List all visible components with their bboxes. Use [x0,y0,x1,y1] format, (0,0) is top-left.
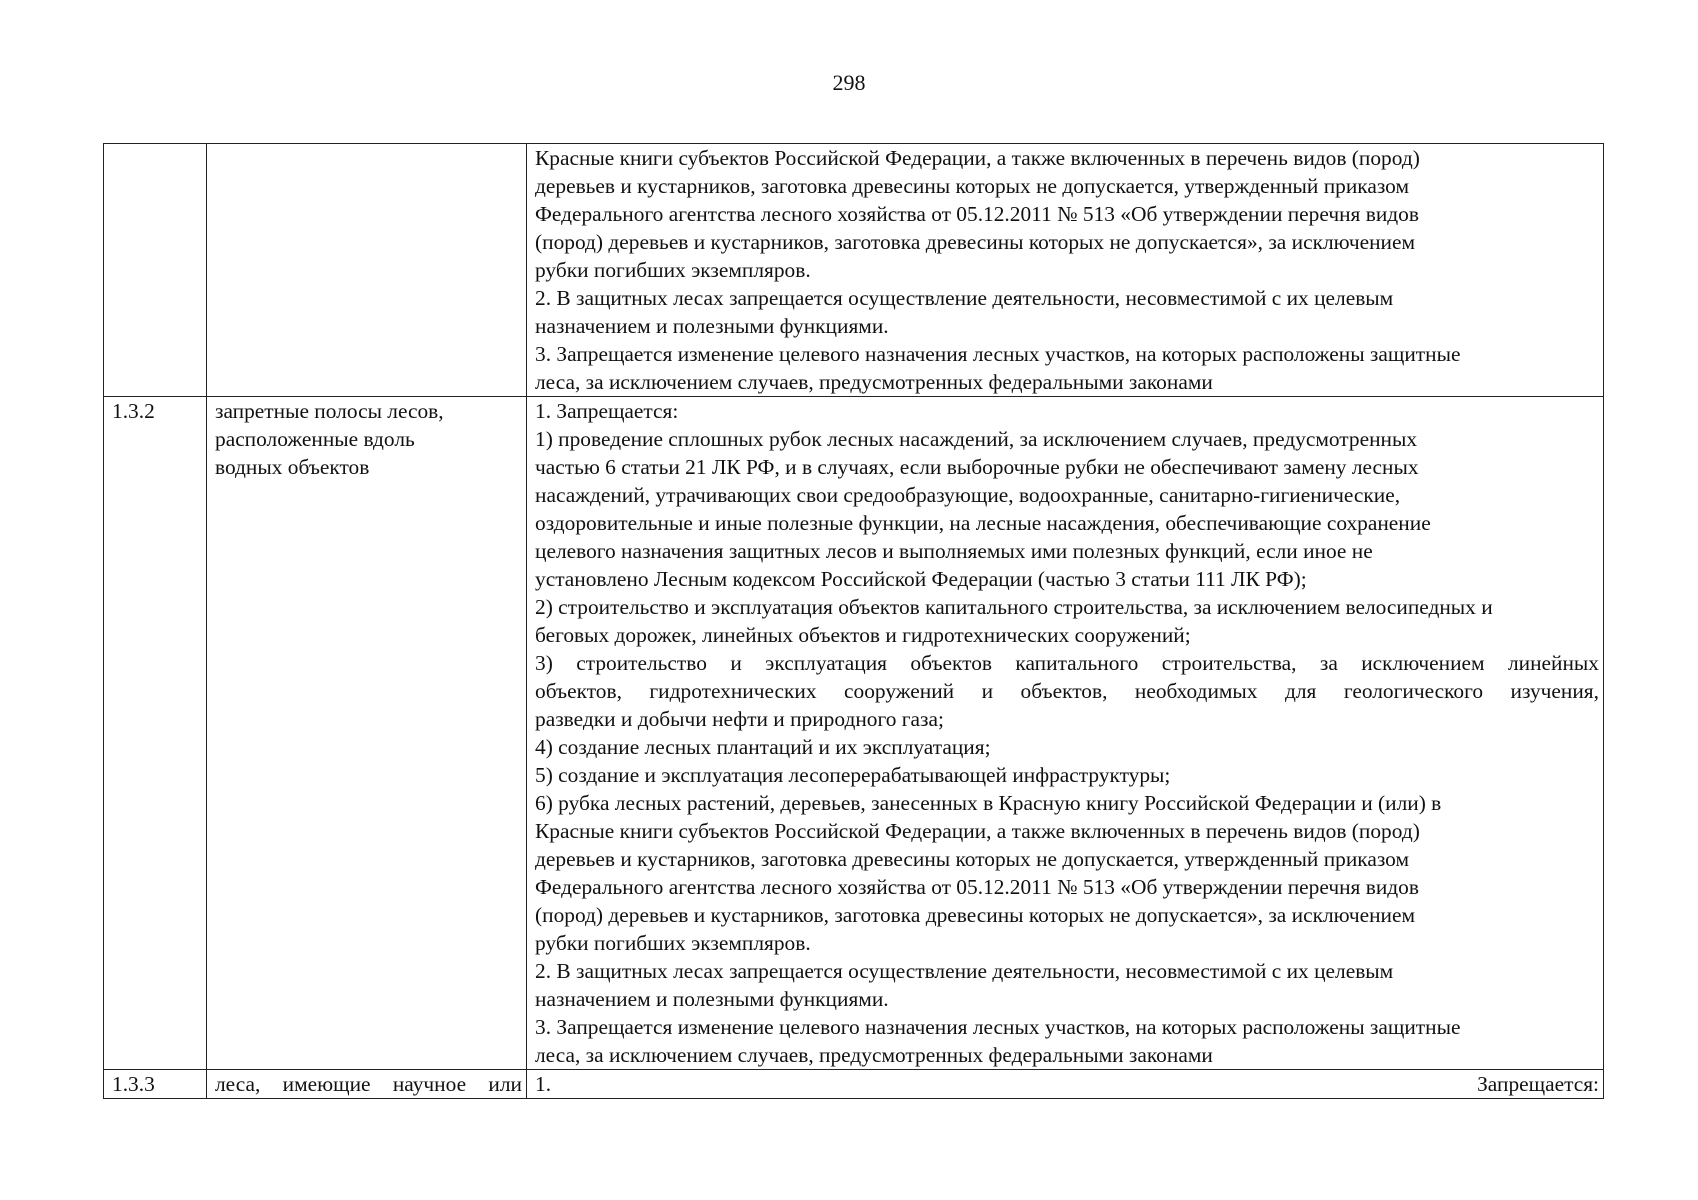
regulation-line: леса, за исключением случаев, предусмотренных федеральными законами [535,370,1213,394]
table-body [104,144,1604,1099]
regulation-line: деревьев и кустарников, заготовка древесины которых не допускается, утвержденный приказом [535,174,1409,198]
regulation-line: 2. В защитных лесах запрещается осуществление деятельности, несовместимой с их целевым [535,286,1394,310]
table-row [104,144,1604,397]
regulation-line: целевого назначения защитных лесов и выполняемых ими полезных функций, если иное не [535,539,1373,563]
forest-category-cell [207,1070,527,1099]
row-number-cell [104,1070,207,1099]
regulation-line: 3. Запрещается изменение целевого назначения лесных участков, на которых расположены защитные [535,342,1461,366]
forest-category-cell [207,397,527,1070]
regulation-line: рубки погибших экземпляров. [535,931,811,955]
regulation-line: разведки и добычи нефти и природного газа; [535,707,944,731]
regulation-line: установлено Лесным кодексом Российской Федерации (частью 3 статьи 111 ЛК РФ); [535,567,1307,591]
regulation-line: 1. Запрещается: [535,1072,1599,1096]
regulation-line: объектов, гидротехнических сооружений и объектов, необходимых для геологического изучения, [535,679,1599,703]
table-row [104,1070,1604,1099]
regulation-line: Красные книги субъектов Российской Федерации, а также включенных в перечень видов (пород) [535,819,1420,843]
regulation-line: Красные книги субъектов Российской Федерации, а также включенных в перечень видов (пород) [535,146,1420,170]
row-number-cell [104,397,207,1070]
regulation-line: частью 6 статьи 21 ЛК РФ, и в случаях, если выборочные рубки не обеспечивают замену лесных [535,455,1419,479]
regulation-line: (пород) деревьев и кустарников, заготовка древесины которых не допускается», за исключением [535,903,1416,927]
regulation-line: назначением и полезными функциями. [535,987,889,1011]
regulation-line: Федерального агентства лесного хозяйства от 05.12.2011 № 513 «Об утверждении перечня видов [535,202,1419,226]
regulation-line: леса, за исключением случаев, предусмотренных федеральными законами [535,1043,1213,1067]
forest-category-line: леса, имеющие научное или [215,1072,522,1096]
row-number: 1.3.2 [112,399,155,423]
forest-category-line: водных объектов [215,455,370,479]
regulation-line: 3. Запрещается изменение целевого назначения лесных участков, на которых расположены защитные [535,1015,1461,1039]
regulation-line: 5) создание и эксплуатация лесоперерабатывающей инфраструктуры; [535,763,1171,787]
regulation-line: 4) создание лесных плантаций и их эксплуатация; [535,735,991,759]
regulation-line: оздоровительные и иные полезные функции, на лесные насаждения, обеспечивающие сохранение [535,511,1431,535]
regulation-text-cell [527,397,1604,1070]
forest-regulations-table [103,143,1604,1099]
forest-category-line: запретные полосы лесов, [215,399,444,423]
regulation-line: 1) проведение сплошных рубок лесных насаждений, за исключением случаев, предусмотренных [535,427,1418,451]
regulation-line: 1. Запрещается: [535,399,679,423]
regulation-line: Федерального агентства лесного хозяйства от 05.12.2011 № 513 «Об утверждении перечня видов [535,875,1419,899]
forest-category-line: расположенные вдоль [215,427,415,451]
row-number: 1.3.3 [112,1072,155,1096]
regulation-line: 2. В защитных лесах запрещается осуществление деятельности, несовместимой с их целевым [535,959,1394,983]
regulation-line: 2) строительство и эксплуатация объектов капитального строительства, за исключением велосипедных и [535,595,1493,619]
forest-category-cell [207,144,527,397]
regulation-line: насаждений, утрачивающих свои средообразующие, водоохранные, санитарно-гигиенические, [535,483,1401,507]
regulation-text-cell [527,1070,1604,1099]
regulation-line: (пород) деревьев и кустарников, заготовка древесины которых не допускается», за исключением [535,230,1416,254]
row-number-cell [104,144,207,397]
table-row [104,397,1604,1070]
regulation-line: рубки погибших экземпляров. [535,258,811,282]
regulation-line: беговых дорожек, линейных объектов и гидротехнических сооружений; [535,623,1191,647]
regulation-line: 6) рубка лесных растений, деревьев, занесенных в Красную книгу Российской Федерации и (или) в [535,791,1442,815]
page-number: 298 [832,70,866,95]
regulation-line: назначением и полезными функциями. [535,314,889,338]
regulation-line: 3) строительство и эксплуатация объектов капитального строительства, за исключением линейных [535,651,1599,675]
regulation-line: деревьев и кустарников, заготовка древесины которых не допускается, утвержденный приказом [535,847,1409,871]
regulation-text-cell [527,144,1604,397]
